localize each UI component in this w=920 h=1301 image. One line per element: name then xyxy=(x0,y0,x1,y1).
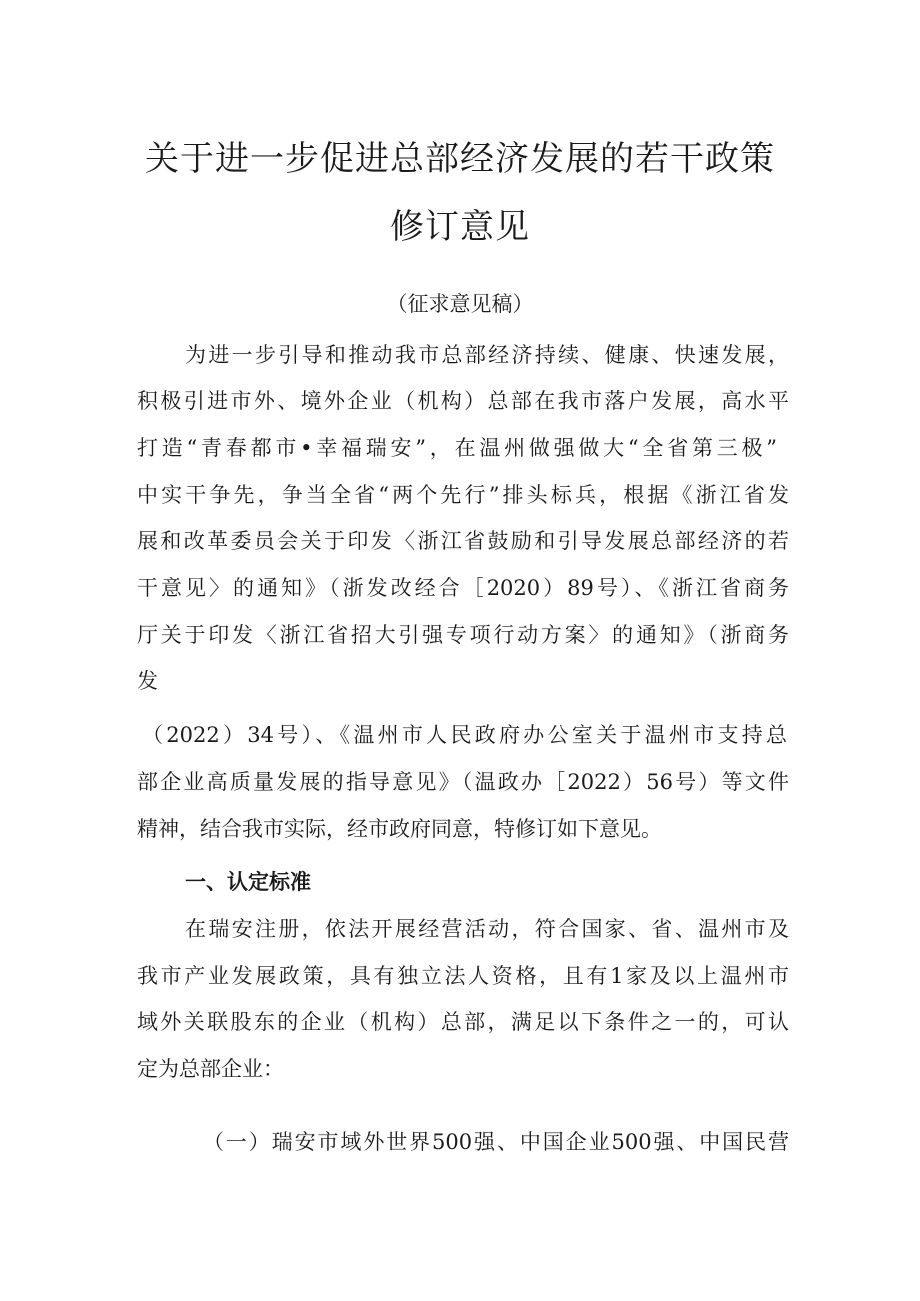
section-heading: 一、认定标准 xyxy=(185,870,311,894)
preamble-line: （2022）34号）、《温州市人民政府办公室关于温州市支持总 xyxy=(142,723,787,747)
section-body-line: 域外关联股东的企业（机构）总部，满足以下条件之一的，可认 xyxy=(137,1010,789,1034)
list-item-1: （一）瑞安市域外世界500强、中国企业500强、中国民营 xyxy=(203,1130,789,1154)
section-body-line: 定为总部企业： xyxy=(137,1057,284,1081)
preamble-line: 干意见〉的通知》（浙发改经合［2020）89号）、《浙江省商务 xyxy=(137,576,789,600)
preamble-line: 积极引进市外、境外企业（机构）总部在我市落户发展，高水平 xyxy=(137,389,789,413)
preamble-line: 为进一步引导和推动我市总部经济持续、健康、快速发展， xyxy=(185,343,789,367)
draft-subtitle: （征求意见稿） xyxy=(386,292,534,316)
preamble-line: 打造“青春都市•幸福瑞安”，在温州做强做大“全省第三极” xyxy=(137,436,777,460)
section-body-line: 我市产业发展政策，具有独立法人资格，且有1家及以上温州市 xyxy=(137,964,789,988)
preamble-line: 展和改革委员会关于印发〈浙江省鼓励和引导发展总部经济的若 xyxy=(137,529,789,553)
section-body-line: 在瑞安注册，依法开展经营活动，符合国家、省、温州市及 xyxy=(185,917,789,941)
preamble-line: 部企业高质量发展的指导意见》（温政办［2022）56号）等文件 xyxy=(137,770,789,794)
preamble-line: 发 xyxy=(137,669,158,693)
preamble-line: 精神，结合我市实际，经市政府同意，特修订如下意见。 xyxy=(137,817,662,841)
preamble-line: 中实干争先，争当全省“两个先行”排头标兵，根据《浙江省发 xyxy=(137,483,789,507)
preamble-line: 厅关于印发〈浙江省招大引强专项行动方案〉的通知》（浙商务 xyxy=(137,623,789,647)
document-title-line-1: 关于进一步促进总部经济发展的若干政策 xyxy=(145,139,775,179)
document-title-line-2: 修订意见 xyxy=(390,207,530,247)
